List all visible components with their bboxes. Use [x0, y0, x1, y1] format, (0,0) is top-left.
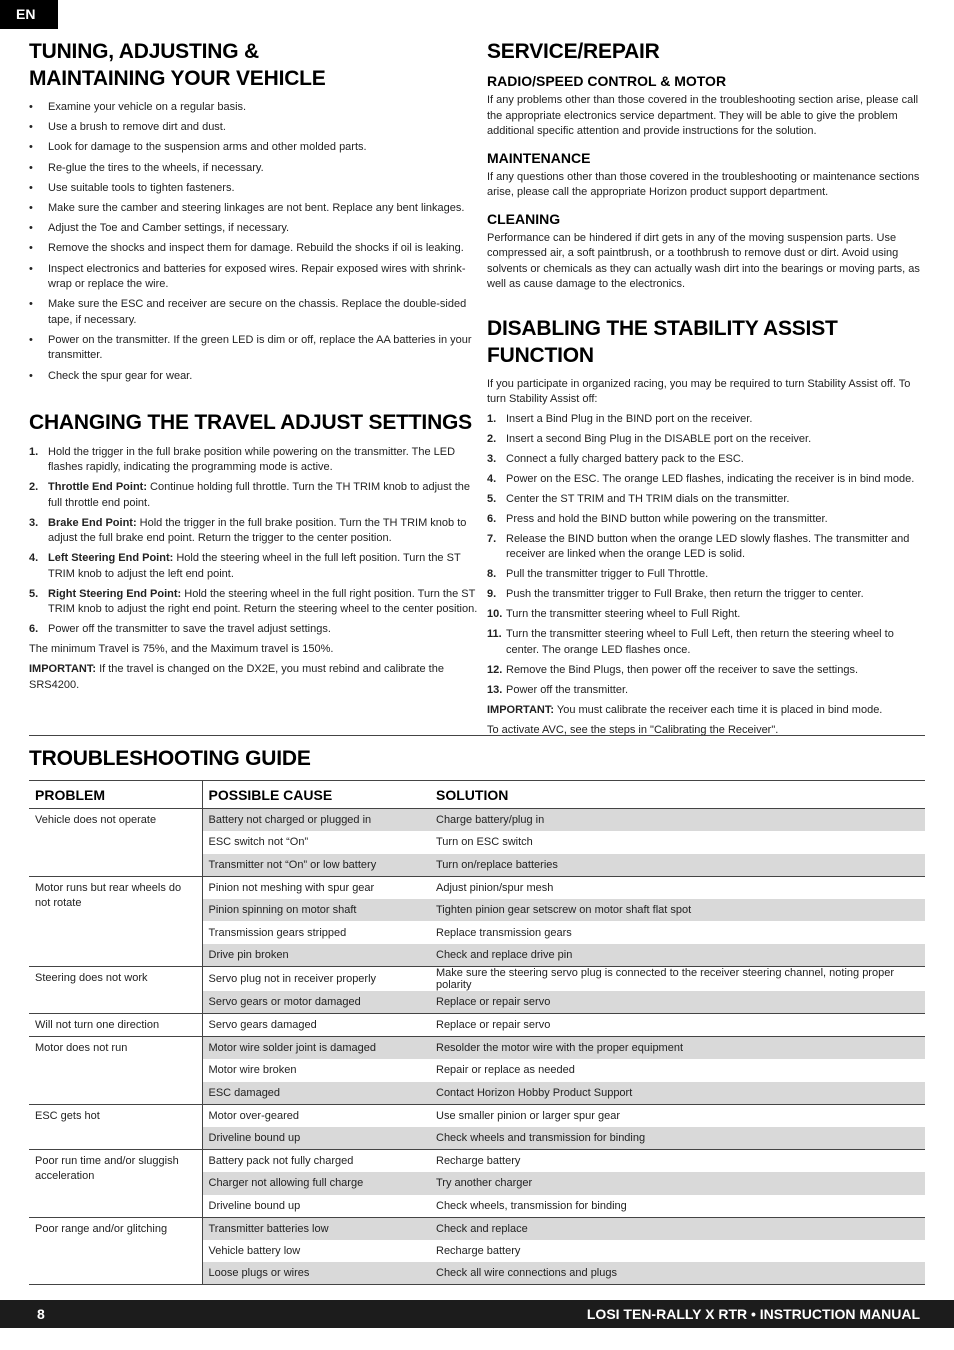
table-header-row: [29, 781, 925, 809]
solution-cell: Check wheels and transmission for binding: [430, 1127, 925, 1150]
header-solution: SOLUTION: [430, 781, 925, 809]
step-number: 1.: [29, 445, 39, 458]
solution-cell: Check all wire connections and plugs: [430, 1262, 925, 1285]
step-number: 12.: [487, 663, 503, 676]
table-row: [29, 1217, 925, 1240]
step-text: Insert a second Bing Plug in the DISABLE port on the receiver.: [506, 432, 812, 445]
cause-cell: Driveline bound up: [202, 1127, 430, 1150]
cause-cell: Battery pack not fully charged: [202, 1149, 430, 1172]
solution-cell: Charge battery/plug in: [430, 809, 925, 832]
step-label: Brake End Point:: [48, 516, 137, 529]
radio-heading: RADIO/SPEED CONTROL & MOTOR: [487, 73, 727, 89]
step-text: Remove the Bind Plugs, then power off the receiver to save the settings.: [506, 663, 858, 676]
solution-cell: Contact Horizon Hobby Product Support: [430, 1082, 925, 1105]
solution-cell: Replace transmission gears: [436, 926, 572, 939]
solution-cell: Recharge battery: [436, 1244, 521, 1257]
step-text: Power off the transmitter to save the travel adjust settings.: [48, 623, 331, 636]
problem-cell: ESC gets hot: [29, 1104, 202, 1149]
step-label: Throttle End Point:: [48, 481, 147, 494]
step-number: 7.: [487, 532, 497, 545]
cause-cell: ESC switch not “On”: [208, 836, 309, 849]
step-text: Continue holding full throttle. Turn the TH TRIM knob to adjust the full throttle end point.: [48, 481, 471, 509]
list-item: • Re-glue the tires to the wheels, if necessary.: [29, 161, 479, 177]
solution-cell: Replace or repair servo: [430, 991, 925, 1014]
service-title: SERVICE/REPAIR: [487, 40, 660, 63]
solution-cell: Use smaller pinion or larger spur gear: [430, 1104, 925, 1127]
problem-cell: Poor run time and/or sluggish acceleration: [29, 1149, 202, 1217]
problem-cell: Vehicle does not operate: [29, 809, 202, 877]
cause-cell: Drive pin broken: [202, 944, 430, 967]
step-text: Turn the transmitter steering wheel to Full Right.: [506, 608, 741, 620]
solution-cell: Try another charger: [430, 1172, 925, 1195]
cause-cell: Pinion not meshing with spur gear: [202, 876, 430, 899]
list-item: • Look for damage to the suspension arms and other molded parts.: [29, 140, 479, 156]
step-number: 6.: [29, 623, 39, 636]
cause-cell: Servo plug not in receiver properly: [202, 967, 430, 992]
page-number: 8: [37, 1306, 45, 1322]
step-number: 13.: [487, 683, 503, 696]
radio-text: If any problems other than those covered in the troubleshooting section arise, please call the appropriate electronics service department. They will be able to give the problem additional specific attention and provide instructions for the solution.: [487, 94, 919, 137]
step-item: [29, 480, 479, 511]
step-text: Push the transmitter trigger to Full Brake, then return the trigger to center.: [506, 588, 864, 600]
tuning-title: TUNING, ADJUSTING & MAINTAINING YOUR VEHICLE: [29, 40, 326, 90]
step-number: 9.: [487, 588, 497, 600]
step-number: 5.: [29, 587, 39, 600]
table-row: [29, 1149, 925, 1172]
step-text: Pull the transmitter trigger to Full Throttle.: [506, 568, 709, 580]
table-row: [29, 809, 925, 832]
list-item: • Examine your vehicle on a regular basis.: [29, 100, 479, 116]
step-number: 1.: [487, 412, 497, 425]
step-text: Press and hold the BIND button while powering on the transmitter.: [506, 512, 828, 525]
step-item: [29, 587, 479, 618]
problem-cell: Motor runs but rear wheels do not rotate: [29, 876, 202, 966]
step-item: [487, 587, 927, 603]
disable-important: IMPORTANT: You must calibrate the receiver each time it is placed in bind mode.: [487, 703, 883, 716]
table-row: [29, 1036, 925, 1059]
step-number: 11.: [487, 628, 502, 640]
step-number: 3.: [487, 452, 497, 465]
cause-cell: Transmitter batteries low: [202, 1217, 430, 1240]
solution-cell: Turn on/replace batteries: [430, 854, 925, 877]
left-column: [29, 38, 479, 693]
list-item: • Make sure the ESC and receiver are secure on the chassis. Replace the double-sided tape, if necessary.: [29, 297, 479, 328]
solution-cell: Tighten pinion gear setscrew on motor shaft flat spot: [430, 899, 925, 922]
list-item: • Check the spur gear for wear.: [29, 369, 479, 385]
page-footer: [0, 1300, 954, 1328]
maintenance-text: If any questions other than those covered in the troubleshooting or maintenance sections arise, please call the appropriate Horizon product support department.: [487, 170, 920, 198]
tuning-list: [29, 100, 479, 384]
troubleshooting-table: [29, 780, 925, 1285]
problem-cell: Steering does not work: [29, 967, 202, 1014]
solution-cell: Replace or repair servo: [430, 1014, 925, 1037]
cause-cell: Charger not allowing full charge: [202, 1172, 430, 1195]
troubleshooting-title: TROUBLESHOOTING GUIDE: [29, 747, 311, 770]
step-text: Power off the transmitter.: [506, 683, 629, 696]
step-item: [29, 516, 479, 547]
step-item: [487, 663, 927, 679]
cause-cell: Servo gears or motor damaged: [202, 991, 430, 1014]
step-text: Connect a fully charged battery pack to the ESC.: [506, 452, 744, 465]
problem-cell: Motor does not run: [29, 1036, 202, 1104]
cause-cell: Motor wire solder joint is damaged: [202, 1036, 430, 1059]
step-number: 10.: [487, 608, 503, 620]
list-item: • Power on the transmitter. If the green LED is dim or off, replace the AA batteries in your transmitter.: [29, 333, 479, 364]
travel-steps: [29, 445, 479, 638]
step-number: 5.: [487, 492, 497, 505]
cause-cell: Transmitter not “On” or low battery: [202, 854, 430, 877]
step-number: 4.: [29, 552, 39, 565]
step-item: [487, 532, 927, 563]
step-number: 3.: [29, 516, 39, 529]
travel-note: The minimum Travel is 75%, and the Maximum travel is 150%.: [29, 643, 334, 656]
table-row: [29, 876, 925, 899]
step-item: [487, 412, 927, 428]
step-text: Release the BIND button when the orange LED slowly flashes. The transmitter and receiver are linked when the orange LED is solid.: [506, 532, 910, 560]
step-item: [29, 551, 479, 582]
step-number: 4.: [487, 472, 497, 485]
step-text: Hold the trigger in the full brake position. Turn the TH TRIM knob to adjust the full brake end point. Return the trigger to the center position.: [48, 516, 467, 545]
disable-title: DISABLING THE STABILITY ASSIST FUNCTION: [487, 316, 838, 367]
step-item: [29, 445, 479, 476]
step-text: Power on the ESC. The orange LED flashes, indicating the receiver is in bind mode.: [506, 472, 915, 485]
table-row: [29, 1014, 925, 1037]
step-text: Insert a Bind Plug in the BIND port on the receiver.: [506, 412, 753, 425]
header-cause: POSSIBLE CAUSE: [202, 781, 430, 809]
list-item: • Use a brush to remove dirt and dust.: [29, 120, 479, 136]
cause-cell: Loose plugs or wires: [202, 1262, 430, 1285]
step-item: [29, 622, 479, 638]
cause-cell: Motor over-geared: [202, 1104, 430, 1127]
step-number: 2.: [487, 432, 497, 445]
problem-cell: Poor range and/or glitching: [29, 1217, 202, 1285]
solution-cell: Make sure the steering servo plug is connected to the receiver steering channel, noting proper polarity: [430, 967, 925, 992]
step-item: [487, 492, 927, 508]
cause-cell: Motor wire broken: [208, 1064, 297, 1077]
step-text: Hold the steering wheel in the full left position. Turn the ST TRIM knob to adjust the left end point.: [48, 552, 461, 580]
footer-title: LOSI TEN-RALLY X RTR • INSTRUCTION MANUAL: [586, 1306, 920, 1322]
step-item: [487, 432, 927, 448]
table-row: [29, 1104, 925, 1127]
step-number: 2.: [29, 481, 39, 494]
step-item: [487, 683, 927, 699]
solution-cell: Check and replace: [430, 1217, 925, 1240]
list-item: • Use suitable tools to tighten fasteners.: [29, 181, 479, 197]
solution-cell: Recharge battery: [430, 1149, 925, 1172]
cause-cell: Transmission gears stripped: [208, 926, 347, 939]
solution-cell: Repair or replace as needed: [436, 1064, 575, 1077]
disable-intro: If you participate in organized racing, you may be required to turn Stability Assist off. To turn Stability Assist off:: [487, 377, 911, 405]
solution-cell: Resolder the motor wire with the proper equipment: [430, 1036, 925, 1059]
problem-cell: Will not turn one direction: [29, 1014, 202, 1037]
cause-cell: Driveline bound up: [208, 1199, 301, 1212]
step-item: [487, 512, 927, 528]
maintenance-heading: MAINTENANCE: [487, 149, 591, 166]
solution-cell: Adjust pinion/spur mesh: [430, 876, 925, 899]
avc-note: To activate AVC, see the steps in "Calibrating the Receiver".: [487, 723, 779, 736]
cause-cell: Pinion spinning on motor shaft: [202, 899, 430, 922]
step-text: Center the ST TRIM and TH TRIM dials on the transmitter.: [506, 492, 790, 505]
table-row: [29, 967, 925, 992]
solution-cell: Check and replace drive pin: [430, 944, 925, 967]
table-body: [29, 809, 925, 1285]
step-text: Hold the trigger in the full brake position while powering on the transmitter. The LED flashes rapidly, indicating the programming mode is active.: [48, 445, 456, 474]
cleaning-text: Performance can be hindered if dirt gets in any of the moving suspension parts. Use compressed air, a soft paintbrush, or a toothbrush to remove dust or dirt. Avoid using solvents or chemicals as they can actually wash dirt into the bearings or moving parts, as well as cause damage to the electronics.: [487, 231, 920, 290]
cause-cell: ESC damaged: [202, 1082, 430, 1105]
step-text: Hold the steering wheel in the full right position. Turn the ST TRIM knob to adjust the right end point. Return the steering wheel to the center position.: [48, 587, 478, 616]
cleaning-heading: CLEANING: [487, 210, 561, 227]
list-item: • Inspect electronics and batteries for exposed wires. Repair exposed wires with shrink-wrap or replace the wire.: [29, 262, 479, 293]
step-item: [487, 627, 927, 658]
step-text: Turn the transmitter steering wheel to Full Left, then return the steering wheel to center. The orange LED flashes once.: [506, 628, 894, 656]
troubleshooting-section: [29, 745, 925, 1285]
cause-cell: Servo gears damaged: [202, 1014, 430, 1037]
header-problem: PROBLEM: [29, 781, 202, 809]
section-divider: [29, 735, 925, 736]
step-item: [487, 472, 927, 488]
step-label: Right Steering End Point:: [48, 587, 182, 600]
step-number: 8.: [487, 568, 497, 580]
list-item: • Remove the shocks and inspect them for damage. Rebuild the shocks if oil is leaking.: [29, 241, 479, 257]
language-tab: EN: [0, 0, 58, 29]
step-number: 6.: [487, 512, 497, 525]
solution-cell: Check wheels, transmission for binding: [436, 1199, 627, 1212]
step-item: [487, 567, 927, 583]
step-item: [487, 452, 927, 468]
cause-cell: Vehicle battery low: [208, 1244, 301, 1257]
disable-steps: [487, 412, 927, 699]
list-item: • Adjust the Toe and Camber settings, if necessary.: [29, 221, 479, 237]
travel-important: IMPORTANT: If the travel is changed on the DX2E, you must rebind and calibrate the SRS4200.: [29, 663, 444, 691]
cause-cell: Battery not charged or plugged in: [202, 809, 430, 832]
step-item: [487, 607, 927, 623]
step-label: Left Steering End Point:: [48, 552, 174, 565]
solution-cell: Turn on ESC switch: [436, 836, 533, 849]
travel-title: CHANGING THE TRAVEL ADJUST SETTINGS: [29, 410, 472, 434]
right-column: [487, 38, 927, 738]
list-item: • Make sure the camber and steering linkages are not bent. Replace any bent linkages.: [29, 201, 479, 217]
